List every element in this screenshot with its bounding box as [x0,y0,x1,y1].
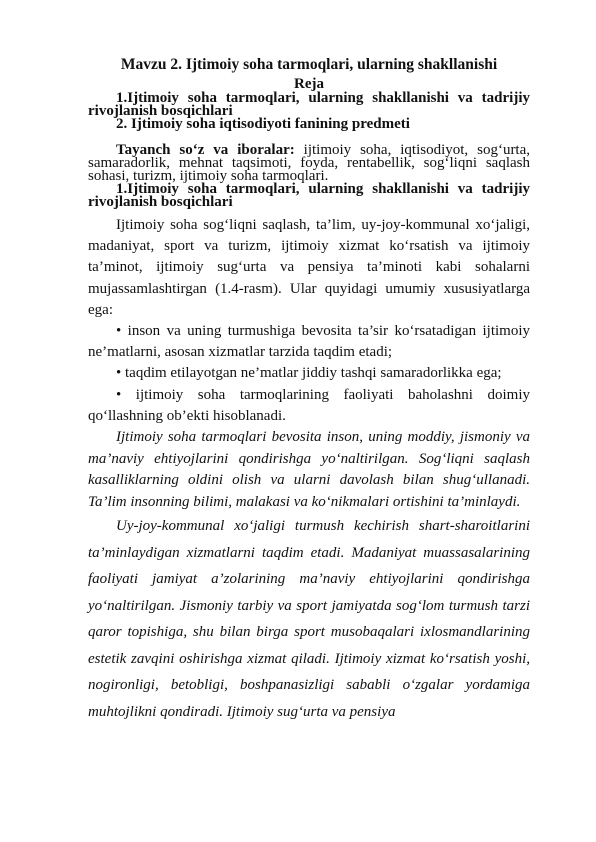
italic-paragraph: Ijtimoiy soha tarmoqlari bevosita inson, uning moddiy, jismoniy va ma’naviy ehtiyojlarini qondirishga yo‘naltirilgan. Sog‘liqni saqlash kasalliklarning oldini olish va ularni davolash bilan shug‘ullanadi. Ta’lim insonning bilimi, malakasi va ko‘nikmalari ortishini ta’minlaydi. [88,429,530,510]
title-prefix: Mavzu 2. [120,56,182,73]
plan-heading: Reja [294,76,324,92]
keywords-text: ijtimoiy soha, iqtisodiyot, sog‘urta, samaradorlik, mehnat taqsimoti, foyda, rentabellik, sog‘liqni saqlash sohasi, turizm, ijtimoiy soha tarmoqlari. [88,142,531,184]
title-text: Ijtimoiy soha tarmoqlari, ularning shakllanishi [181,56,498,73]
paragraph-1: Ijtimoiy soha sog‘liqni saqlash, ta’lim, uy-joy-kommunal xo‘jaligi, madaniyat, sport va turizm, ijtimoiy xizmat ko‘rsatish va ijtimoiy ta’minot, ijtimoiy sug‘urta va pensiya ta’minoti kabi sohalarni mujassamlashtirgan (1.4-rasm). Ular quyidagi umumiy xususiyatlarga ega: [88,217,530,318]
bullet-1: • inson va uning turmushiga bevosita ta’sir ko‘rsatadigan ijtimoiy ne’matlarni, asosan xizmatlar tarzida taqdim etadi; [88,323,530,361]
italic-paragraph-2: Uy-joy-kommunal xo‘jaligi turmush kechirish shart-sharoitlarini ta’minlaydigan xizmatlarni taqdim etadi. Madaniyat muassasalarining faoliyati jamiyat a’zolarining ma’naviy ehtiyojlarini qondirishga yo‘naltirilgan. Jismoniy tarbiy va sport jamiyatda sog‘lom turmush tarzi qaror topishiga, shu bilan birga sport musobaqalari ixlosmandlarining estetik zavqini oshirishga xizmat qiladi. Ijtimoiy xizmat ko‘rsatish yoshi, nogironligi, betobligi, boshpanasizligi sababli o‘zgalar yordamiga muhtojlikni qondiradi. Ijtimoiy sug‘urta va pensiya [88,518,530,720]
keywords-paragraph [88,144,530,183]
section-heading: 1.Ijtimoiy soha tarmoqlari, ularning shakllanishi va tadrijiy rivojlanish bosqichlari [88,181,530,210]
bullet-2: • taqdim etilayotgan ne’matlar jiddiy tashqi samaradorlikka ega; [116,365,502,382]
keywords-label: Tayanch so‘z va iboralar: [116,142,295,158]
document-page [88,56,530,725]
bullet-3: • ijtimoiy soha tarmoqlarining faoliyati baholashni doimiy qo‘llashning ob’ekti hisoblanadi. [88,386,530,424]
plan-item-1: 1.Ijtimoiy soha tarmoqlari, ularning shakllanishi va tadrijiy rivojlanish bosqichlari [88,90,530,119]
page-title [88,56,530,74]
plan-item-2: 2. Ijtimoiy soha iqtisodiyoti fanining predmeti [116,116,410,132]
